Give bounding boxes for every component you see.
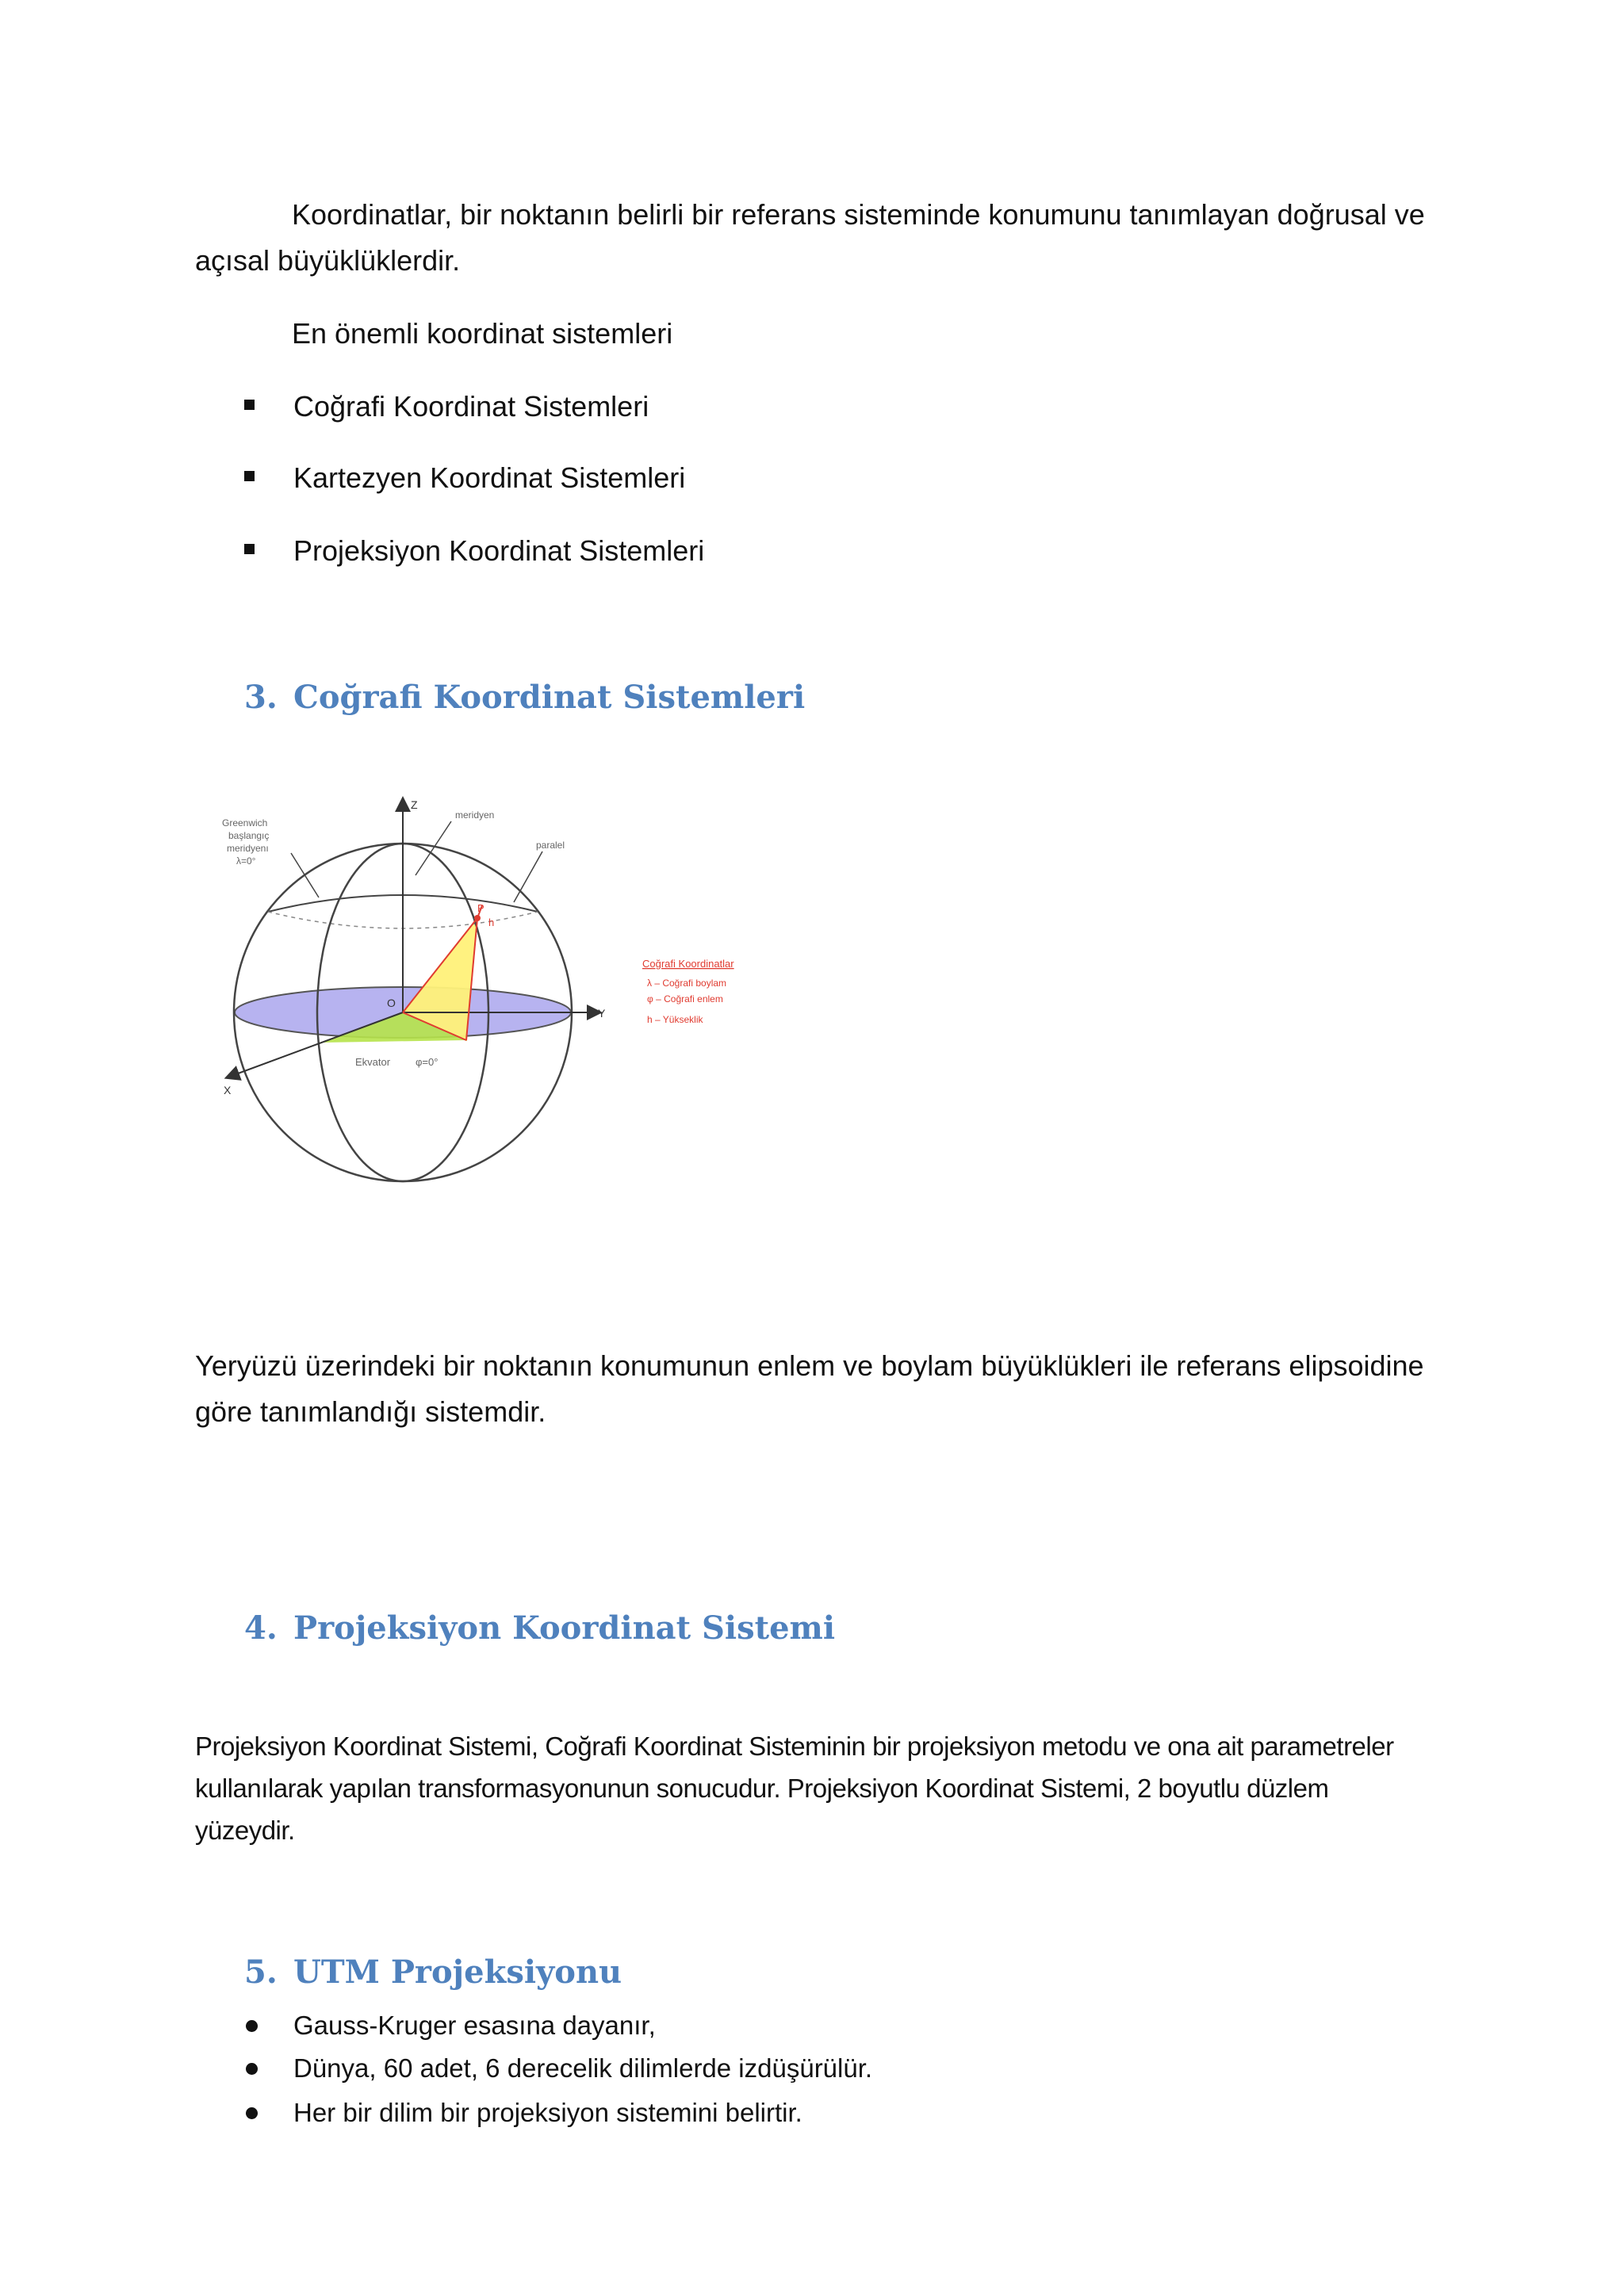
square-bullet-icon	[244, 400, 255, 410]
parallel-label: paralel	[536, 840, 565, 851]
intro-paragraph: Koordinatlar, bir noktanın belirli bir referans sisteminde konumunu tanımlayan doğrusal ve açısal büyüklüklerdir.	[195, 198, 1425, 277]
equator-label: Ekvator	[355, 1056, 391, 1068]
x-axis-label: X	[224, 1084, 232, 1096]
section-4-heading: 4. Projeksiyon Koordinat Sistemi	[244, 1609, 836, 1647]
coordinate-sphere-diagram	[203, 793, 782, 1189]
greenwich-label-3: meridyenı	[227, 843, 269, 854]
greenwich-label-4: λ=0°	[236, 855, 256, 867]
section-3-paragraph: Yeryüzü üzerindeki bir noktanın konumunun enlem ve boylam büyüklükleri ile referans elipsoidine göre tanımlandığı sistemdir.	[195, 1349, 1424, 1428]
legend-item-2: φ – Coğrafi enlem	[647, 993, 723, 1004]
round-bullet-icon	[246, 2107, 258, 2119]
greenwich-label-1: Greenwich	[222, 817, 268, 828]
square-bullet-icon	[244, 471, 255, 481]
legend-item-1: λ – Coğrafi boylam	[647, 978, 727, 989]
square-bullet-icon	[244, 544, 255, 554]
section-3-heading: 3. Coğrafi Koordinat Sistemleri	[244, 679, 806, 716]
origin-label: O	[387, 997, 396, 1009]
round-bullet-icon	[246, 2063, 258, 2075]
equator-value: φ=0°	[416, 1056, 439, 1068]
round-bullet-icon	[246, 2020, 258, 2032]
section-5-heading: 5. UTM Projeksiyonu	[244, 1954, 622, 1991]
y-axis-label: Y	[598, 1007, 606, 1020]
height-label: h	[488, 916, 495, 928]
greenwich-label-2: başlangıç	[228, 830, 270, 841]
point-p-label: P	[477, 902, 485, 914]
section-4-paragraph: Projeksiyon Koordinat Sistemi, Coğrafi Koordinat Sisteminin bir projeksiyon metodu ve ona ait parametreler kullanılarak yapılan transformasyonunun sonucudur. Projeksiyon Koordinat Sistemi, 2 boyutlu düzlem yüzeydir.	[195, 1732, 1394, 1845]
list-title: En önemli koordinat sistemleri	[292, 317, 673, 350]
legend-item-3: h – Yükseklik	[647, 1014, 703, 1025]
legend-title: Coğrafi Koordinatlar	[642, 958, 734, 970]
document-page: Koordinatlar, bir noktanın belirli bir referans sisteminde konumunu tanımlayan doğrusal ve açısal büyüklüklerdir. En önemli koordinat sistemleri Coğrafi Koordinat Sistemleri Kartezyen Koordinat Sistemleri Projeksiyon Koordinat Sistemleri 3. Coğrafi Koordinat Sistemleri Z Y X O P h Greenwich başlangıç meridyenı λ=0° meridyen paralel Ekvator φ=0° Coğrafi Koordinatlar λ – Coğrafi boylam φ – Coğrafi enlem h – Yükseklik Yeryüzü üzerindeki bir noktanın konumunun enlem ve boylam büyüklükleri ile referans elipsoidine göre tanımlandığı sistemdir. 4. Projeksiyon Koordinat Sistemi Projeksiyon Koordinat Sistemi, Coğrafi Koordinat Sisteminin bir projeksiyon metodu ve ona ait parametreler kullanılarak yapılan transformasyonunun sonucudur. Projeksiyon Koordinat Sistemi, 2 boyutlu düzlem yüzeydir. 5. UTM Projeksiyonu Gauss-Kruger esasına dayanır, Dünya, 60 adet, 6 derecelik dilimlerde izdüşürülür. Her bir dilim bir projeksiyon sistemini belirtir.	[0, 0, 1624, 2296]
z-axis-label: Z	[411, 798, 418, 811]
point-p-marker	[474, 915, 481, 921]
meridian-label: meridyen	[455, 809, 495, 821]
